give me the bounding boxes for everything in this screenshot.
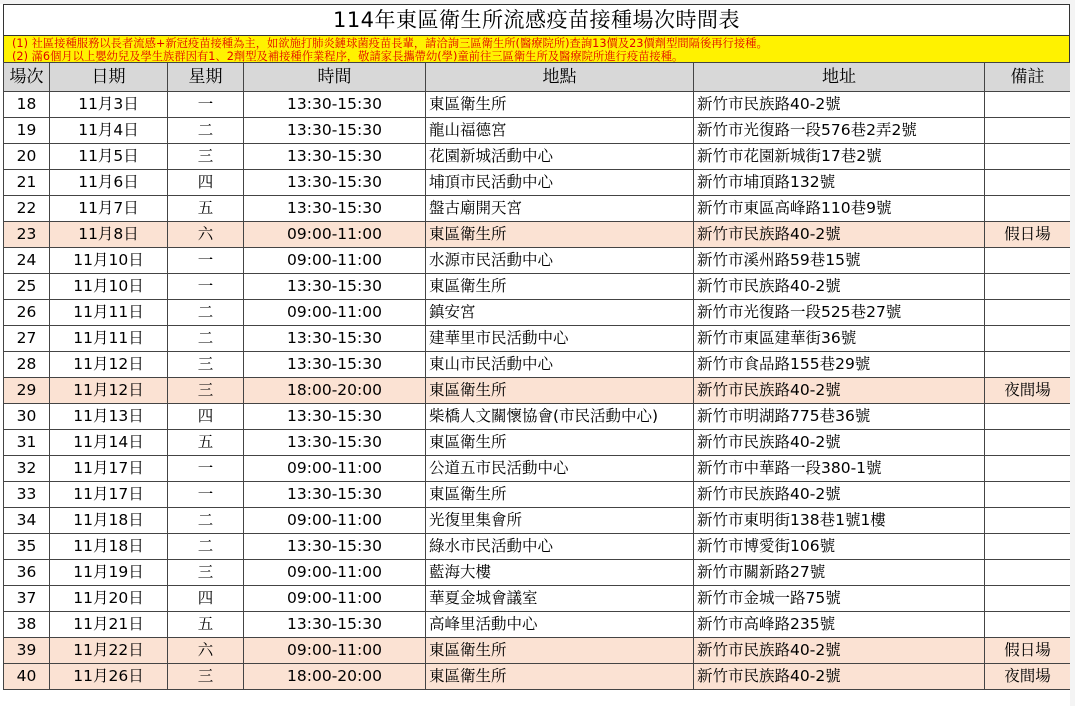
cell-weekday[interactable]: 二 xyxy=(168,534,244,560)
header-note[interactable]: 備註 xyxy=(985,63,1071,92)
cell-note[interactable] xyxy=(985,326,1071,352)
cell-weekday[interactable]: 三 xyxy=(168,664,244,690)
cell-address[interactable]: 新竹市民族路40-2號 xyxy=(694,430,985,456)
cell-time[interactable]: 13:30-15:30 xyxy=(244,482,426,508)
page-title[interactable]: 114年東區衛生所流感疫苗接種場次時間表 xyxy=(3,4,1070,35)
cell-no[interactable]: 26 xyxy=(4,300,50,326)
cell-weekday[interactable]: 三 xyxy=(168,560,244,586)
cell-time[interactable]: 13:30-15:30 xyxy=(244,352,426,378)
cell-no[interactable]: 29 xyxy=(4,378,50,404)
header-no[interactable]: 場次 xyxy=(4,63,50,92)
cell-time[interactable]: 13:30-15:30 xyxy=(244,612,426,638)
cell-weekday[interactable]: 二 xyxy=(168,326,244,352)
cell-date[interactable]: 11月19日 xyxy=(50,560,168,586)
cell-no[interactable]: 32 xyxy=(4,456,50,482)
table-row xyxy=(4,326,1071,352)
cell-address[interactable]: 新竹市金城一路75號 xyxy=(694,586,985,612)
cell-note[interactable] xyxy=(985,170,1071,196)
cell-time[interactable]: 09:00-11:00 xyxy=(244,586,426,612)
cell-date[interactable]: 11月10日 xyxy=(50,248,168,274)
cell-time[interactable]: 13:30-15:30 xyxy=(244,404,426,430)
table-row xyxy=(4,664,1071,690)
cell-no[interactable]: 30 xyxy=(4,404,50,430)
cell-weekday[interactable]: 四 xyxy=(168,170,244,196)
cell-date[interactable]: 11月13日 xyxy=(50,404,168,430)
cell-weekday[interactable]: 六 xyxy=(168,638,244,664)
schedule-table xyxy=(3,62,1071,690)
table-row xyxy=(4,482,1071,508)
cell-place[interactable]: 盤古廟開天宮 xyxy=(426,196,694,222)
cell-weekday[interactable]: 五 xyxy=(168,196,244,222)
cell-address[interactable]: 新竹市民族路40-2號 xyxy=(694,482,985,508)
header-date[interactable]: 日期 xyxy=(50,63,168,92)
cell-time[interactable]: 13:30-15:30 xyxy=(244,326,426,352)
cell-time[interactable]: 13:30-15:30 xyxy=(244,144,426,170)
cell-note[interactable] xyxy=(985,118,1071,144)
table-row xyxy=(4,638,1071,664)
cell-note[interactable]: 假日場 xyxy=(985,638,1071,664)
sheet-grid-edge-right xyxy=(1070,0,1075,706)
cell-weekday[interactable]: 二 xyxy=(168,118,244,144)
cell-place[interactable]: 柴橋人文關懷協會(市民活動中心) xyxy=(426,404,694,430)
cell-place[interactable]: 龍山福德宮 xyxy=(426,118,694,144)
cell-address[interactable]: 新竹市東區建華街36號 xyxy=(694,326,985,352)
cell-time[interactable]: 13:30-15:30 xyxy=(244,430,426,456)
cell-no[interactable]: 38 xyxy=(4,612,50,638)
cell-note[interactable] xyxy=(985,300,1071,326)
cell-address[interactable]: 新竹市民族路40-2號 xyxy=(694,92,985,118)
cell-note[interactable] xyxy=(985,456,1071,482)
cell-time[interactable]: 13:30-15:30 xyxy=(244,118,426,144)
cell-place[interactable]: 東區衛生所 xyxy=(426,482,694,508)
cell-address[interactable]: 新竹市食品路155巷29號 xyxy=(694,352,985,378)
cell-note[interactable] xyxy=(985,534,1071,560)
cell-date[interactable]: 11月18日 xyxy=(50,534,168,560)
cell-date[interactable]: 11月8日 xyxy=(50,222,168,248)
cell-address[interactable]: 新竹市光復路一段576巷2弄2號 xyxy=(694,118,985,144)
table-row xyxy=(4,508,1071,534)
table-row xyxy=(4,534,1071,560)
cell-date[interactable]: 11月18日 xyxy=(50,508,168,534)
cell-date[interactable]: 11月21日 xyxy=(50,612,168,638)
cell-time[interactable]: 13:30-15:30 xyxy=(244,196,426,222)
cell-note[interactable] xyxy=(985,248,1071,274)
cell-place[interactable]: 建華里市民活動中心 xyxy=(426,326,694,352)
header-time[interactable]: 時間 xyxy=(244,63,426,92)
cell-address[interactable]: 新竹市東區高峰路110巷9號 xyxy=(694,196,985,222)
cell-no[interactable]: 24 xyxy=(4,248,50,274)
cell-no[interactable]: 20 xyxy=(4,144,50,170)
cell-place[interactable]: 東區衛生所 xyxy=(426,274,694,300)
cell-date[interactable]: 11月17日 xyxy=(50,456,168,482)
cell-no[interactable]: 33 xyxy=(4,482,50,508)
cell-time[interactable]: 13:30-15:30 xyxy=(244,274,426,300)
cell-place[interactable]: 東山市民活動中心 xyxy=(426,352,694,378)
cell-no[interactable]: 18 xyxy=(4,92,50,118)
cell-address[interactable]: 新竹市東明街138巷1號1樓 xyxy=(694,508,985,534)
cell-note[interactable] xyxy=(985,196,1071,222)
cell-no[interactable]: 31 xyxy=(4,430,50,456)
table-row xyxy=(4,300,1071,326)
cell-place[interactable]: 東區衛生所 xyxy=(426,222,694,248)
cell-address[interactable]: 新竹市埔頂路132號 xyxy=(694,170,985,196)
cell-weekday[interactable]: 一 xyxy=(168,92,244,118)
cell-note[interactable] xyxy=(985,352,1071,378)
cell-date[interactable]: 11月17日 xyxy=(50,482,168,508)
table-row xyxy=(4,274,1071,300)
cell-place[interactable]: 鎮安宮 xyxy=(426,300,694,326)
cell-date[interactable]: 11月12日 xyxy=(50,352,168,378)
cell-place[interactable]: 東區衛生所 xyxy=(426,664,694,690)
cell-place[interactable]: 東區衛生所 xyxy=(426,92,694,118)
cell-no[interactable]: 22 xyxy=(4,196,50,222)
header-weekday[interactable]: 星期 xyxy=(168,63,244,92)
cell-date[interactable]: 11月7日 xyxy=(50,196,168,222)
notes-banner[interactable] xyxy=(3,35,1070,62)
cell-address[interactable]: 新竹市博愛街106號 xyxy=(694,534,985,560)
cell-time[interactable]: 09:00-11:00 xyxy=(244,248,426,274)
cell-no[interactable]: 25 xyxy=(4,274,50,300)
cell-note[interactable]: 假日場 xyxy=(985,222,1071,248)
cell-date[interactable]: 11月10日 xyxy=(50,274,168,300)
cell-time[interactable]: 18:00-20:00 xyxy=(244,664,426,690)
cell-note[interactable] xyxy=(985,560,1071,586)
note-line-1: (1) 社區接種服務以長者流感+新冠疫苗接種為主，如欲施打肺炎鏈球菌疫苗長輩，請洽詢三區衛生所(醫療院所)查詢13價及23價劑型間隔後再行接種。 xyxy=(12,37,768,50)
table-row xyxy=(4,612,1071,638)
cell-no[interactable]: 35 xyxy=(4,534,50,560)
note-line-2: (2) 滿6個月以上嬰幼兒及學生族群因有1、2劑型及補接種作業程序，敬請家長攜帶幼(學)童前往三區衛生所及醫療院所進行疫苗接種。 xyxy=(12,50,684,62)
cell-place[interactable]: 綠水市民活動中心 xyxy=(426,534,694,560)
cell-address[interactable]: 新竹市關新路27號 xyxy=(694,560,985,586)
cell-no[interactable]: 23 xyxy=(4,222,50,248)
table-row xyxy=(4,378,1071,404)
cell-address[interactable]: 新竹市民族路40-2號 xyxy=(694,274,985,300)
table-row xyxy=(4,404,1071,430)
cell-note[interactable] xyxy=(985,612,1071,638)
cell-address[interactable]: 新竹市中華路一段380-1號 xyxy=(694,456,985,482)
cell-weekday[interactable]: 五 xyxy=(168,430,244,456)
cell-address[interactable]: 新竹市明湖路775巷36號 xyxy=(694,404,985,430)
cell-place[interactable]: 水源市民活動中心 xyxy=(426,248,694,274)
cell-note[interactable]: 夜間場 xyxy=(985,664,1071,690)
table-row xyxy=(4,144,1071,170)
table-row xyxy=(4,456,1071,482)
header-row xyxy=(4,63,1071,92)
cell-weekday[interactable]: 二 xyxy=(168,300,244,326)
cell-time[interactable]: 13:30-15:30 xyxy=(244,92,426,118)
schedule-frame xyxy=(3,4,1070,690)
cell-place[interactable]: 花園新城活動中心 xyxy=(426,144,694,170)
cell-address[interactable]: 新竹市溪州路59巷15號 xyxy=(694,248,985,274)
cell-place[interactable]: 東區衛生所 xyxy=(426,430,694,456)
cell-address[interactable]: 新竹市民族路40-2號 xyxy=(694,664,985,690)
cell-weekday[interactable]: 四 xyxy=(168,586,244,612)
cell-no[interactable]: 39 xyxy=(4,638,50,664)
cell-weekday[interactable]: 二 xyxy=(168,508,244,534)
cell-address[interactable]: 新竹市民族路40-2號 xyxy=(694,378,985,404)
cell-time[interactable]: 09:00-11:00 xyxy=(244,560,426,586)
table-row xyxy=(4,222,1071,248)
cell-note[interactable] xyxy=(985,92,1071,118)
header-address[interactable]: 地址 xyxy=(694,63,985,92)
cell-place[interactable]: 埔頂市民活動中心 xyxy=(426,170,694,196)
table-row xyxy=(4,248,1071,274)
cell-no[interactable]: 19 xyxy=(4,118,50,144)
cell-weekday[interactable]: 一 xyxy=(168,248,244,274)
cell-weekday[interactable]: 三 xyxy=(168,352,244,378)
table-row xyxy=(4,560,1071,586)
table-row xyxy=(4,196,1071,222)
cell-note[interactable] xyxy=(985,274,1071,300)
cell-place[interactable]: 公道五市民活動中心 xyxy=(426,456,694,482)
cell-weekday[interactable]: 三 xyxy=(168,378,244,404)
table-row xyxy=(4,170,1071,196)
cell-time[interactable]: 09:00-11:00 xyxy=(244,456,426,482)
cell-date[interactable]: 11月20日 xyxy=(50,586,168,612)
cell-note[interactable] xyxy=(985,482,1071,508)
cell-place[interactable]: 東區衛生所 xyxy=(426,638,694,664)
cell-time[interactable]: 09:00-11:00 xyxy=(244,300,426,326)
cell-time[interactable]: 09:00-11:00 xyxy=(244,638,426,664)
cell-no[interactable]: 37 xyxy=(4,586,50,612)
cell-time[interactable]: 13:30-15:30 xyxy=(244,534,426,560)
cell-date[interactable]: 11月14日 xyxy=(50,430,168,456)
cell-address[interactable]: 新竹市民族路40-2號 xyxy=(694,222,985,248)
cell-address[interactable]: 新竹市高峰路235號 xyxy=(694,612,985,638)
cell-no[interactable]: 40 xyxy=(4,664,50,690)
cell-place[interactable]: 高峰里活動中心 xyxy=(426,612,694,638)
cell-time[interactable]: 18:00-20:00 xyxy=(244,378,426,404)
cell-weekday[interactable]: 六 xyxy=(168,222,244,248)
table-row xyxy=(4,586,1071,612)
cell-date[interactable]: 11月6日 xyxy=(50,170,168,196)
cell-time[interactable]: 13:30-15:30 xyxy=(244,170,426,196)
cell-time[interactable]: 09:00-11:00 xyxy=(244,508,426,534)
cell-date[interactable]: 11月12日 xyxy=(50,378,168,404)
cell-date[interactable]: 11月5日 xyxy=(50,144,168,170)
cell-no[interactable]: 27 xyxy=(4,326,50,352)
cell-place[interactable]: 華夏金城會議室 xyxy=(426,586,694,612)
cell-date[interactable]: 11月11日 xyxy=(50,300,168,326)
cell-date[interactable]: 11月22日 xyxy=(50,638,168,664)
cell-note[interactable] xyxy=(985,586,1071,612)
cell-date[interactable]: 11月3日 xyxy=(50,92,168,118)
cell-weekday[interactable]: 一 xyxy=(168,456,244,482)
cell-no[interactable]: 28 xyxy=(4,352,50,378)
cell-note[interactable]: 夜間場 xyxy=(985,378,1071,404)
cell-date[interactable]: 11月26日 xyxy=(50,664,168,690)
cell-address[interactable]: 新竹市光復路一段525巷27號 xyxy=(694,300,985,326)
cell-no[interactable]: 36 xyxy=(4,560,50,586)
header-place[interactable]: 地點 xyxy=(426,63,694,92)
cell-weekday[interactable]: 四 xyxy=(168,404,244,430)
cell-note[interactable] xyxy=(985,508,1071,534)
cell-note[interactable] xyxy=(985,144,1071,170)
cell-note[interactable] xyxy=(985,404,1071,430)
cell-no[interactable]: 21 xyxy=(4,170,50,196)
table-row xyxy=(4,352,1071,378)
cell-date[interactable]: 11月4日 xyxy=(50,118,168,144)
cell-place[interactable]: 東區衛生所 xyxy=(426,378,694,404)
cell-place[interactable]: 藍海大樓 xyxy=(426,560,694,586)
cell-weekday[interactable]: 一 xyxy=(168,274,244,300)
cell-no[interactable]: 34 xyxy=(4,508,50,534)
cell-weekday[interactable]: 五 xyxy=(168,612,244,638)
cell-address[interactable]: 新竹市民族路40-2號 xyxy=(694,638,985,664)
cell-weekday[interactable]: 三 xyxy=(168,144,244,170)
table-row xyxy=(4,118,1071,144)
table-row xyxy=(4,430,1071,456)
cell-date[interactable]: 11月11日 xyxy=(50,326,168,352)
cell-time[interactable]: 09:00-11:00 xyxy=(244,222,426,248)
cell-note[interactable] xyxy=(985,430,1071,456)
table-row xyxy=(4,92,1071,118)
cell-weekday[interactable]: 一 xyxy=(168,482,244,508)
cell-place[interactable]: 光復里集會所 xyxy=(426,508,694,534)
cell-address[interactable]: 新竹市花園新城街17巷2號 xyxy=(694,144,985,170)
